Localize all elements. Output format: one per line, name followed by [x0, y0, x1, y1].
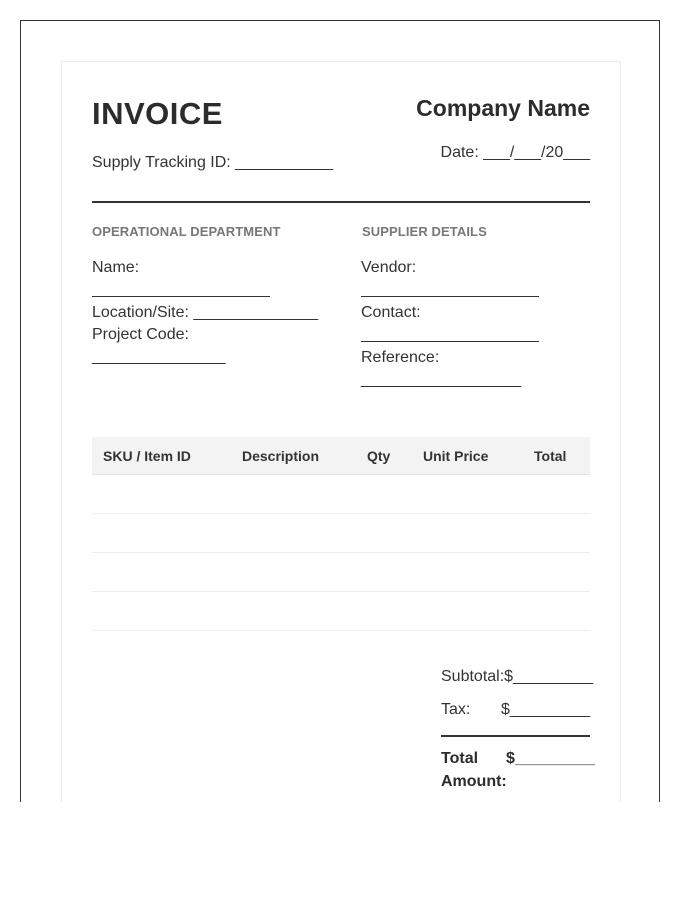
tax-field[interactable]: $_________: [501, 701, 590, 718]
table-row[interactable]: [92, 476, 590, 514]
total-amount-label-line2: Amount:: [441, 773, 507, 790]
column-header-description: Description: [242, 448, 320, 464]
invoice-title: INVOICE: [92, 96, 223, 131]
total-amount-label-line1: Total: [441, 750, 479, 767]
contact-field[interactable]: [361, 341, 539, 342]
header-divider: [92, 201, 590, 203]
operational-department-heading: OPERATIONAL DEPARTMENT: [92, 224, 281, 239]
vendor-field[interactable]: [361, 296, 539, 297]
table-row[interactable]: [92, 593, 590, 631]
contact-label: Contact:: [361, 304, 421, 321]
table-row[interactable]: [92, 554, 590, 592]
tax-label: Tax:: [441, 701, 471, 718]
column-header-sku: SKU / Item ID: [103, 448, 191, 464]
totals-divider: [441, 735, 590, 737]
supply-tracking-id-field[interactable]: Supply Tracking ID: ___________: [92, 154, 334, 171]
subtotal-field[interactable]: Subtotal:$_________: [441, 668, 594, 685]
supplier-details-heading: SUPPLIER DETAILS: [362, 224, 487, 239]
table-row[interactable]: [92, 515, 590, 553]
column-header-qty: Qty: [367, 448, 391, 464]
date-field[interactable]: Date: ___/___/20___: [440, 144, 590, 161]
name-label: Name:: [92, 259, 140, 276]
reference-label: Reference:: [361, 349, 440, 366]
column-header-total: Total: [534, 448, 567, 464]
reference-field[interactable]: __________________: [361, 371, 522, 388]
project-code-field[interactable]: _______________: [92, 348, 226, 365]
items-table-header: [92, 437, 590, 475]
project-code-label: Project Code:: [92, 326, 189, 343]
total-amount-field[interactable]: $_________: [506, 750, 595, 767]
name-field[interactable]: [92, 296, 270, 297]
company-name: Company Name: [416, 95, 590, 121]
column-header-unit-price: Unit Price: [423, 448, 489, 464]
vendor-label: Vendor:: [361, 259, 417, 276]
location-site-field[interactable]: Location/Site: ______________: [92, 304, 318, 321]
invoice-sheet: [61, 61, 621, 802]
